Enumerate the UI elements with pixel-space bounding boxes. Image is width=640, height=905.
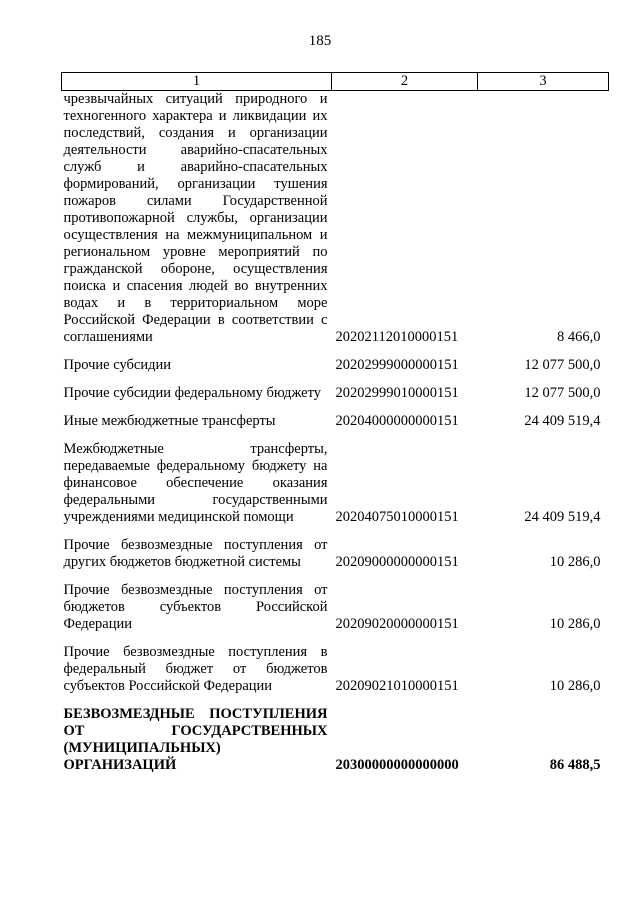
column-header-1: 1 bbox=[62, 73, 332, 91]
row-code: 20209000000000151 bbox=[335, 554, 459, 570]
row-amount: 12 077 500,0 bbox=[524, 385, 601, 401]
row-name: Прочие безвозмездные поступления в федеральный бюджет от бюджетов субъектов Российской Федерации bbox=[63, 644, 328, 694]
row-code: 20209021010000151 bbox=[335, 678, 459, 694]
table-row bbox=[62, 374, 609, 402]
row-amount: 86 488,5 bbox=[549, 757, 601, 773]
budget-revenue-table bbox=[61, 72, 609, 774]
table-row bbox=[62, 430, 609, 526]
table-row-total bbox=[62, 695, 609, 774]
table-header-row bbox=[62, 73, 609, 91]
row-amount: 24 409 519,4 bbox=[524, 509, 601, 525]
row-amount: 10 286,0 bbox=[549, 554, 601, 570]
row-code: 20202112010000151 bbox=[335, 329, 459, 345]
row-name: Прочие безвозмездные поступления от бюджетов субъектов Российской Федерации bbox=[63, 582, 328, 632]
row-code: 20202999010000151 bbox=[335, 385, 459, 401]
row-name: Прочие безвозмездные поступления от других бюджетов бюджетной системы bbox=[63, 537, 328, 570]
row-code: 20202999000000151 bbox=[335, 357, 459, 373]
row-code: 20204000000000151 bbox=[335, 413, 459, 429]
table-row bbox=[62, 402, 609, 430]
page-number: 185 bbox=[308, 33, 332, 49]
row-name: Межбюджетные трансферты, передаваемые федеральному бюджету на финансовое обеспечение оказания федеральными государственными учреждениями медицинской помощи bbox=[63, 441, 328, 525]
row-name: Прочие субсидии bbox=[63, 357, 171, 373]
row-name: Прочие субсидии федеральному бюджету bbox=[63, 385, 322, 401]
row-amount: 24 409 519,4 bbox=[524, 413, 601, 429]
table-row bbox=[62, 91, 609, 347]
row-name: БЕЗВОЗМЕЗДНЫЕ ПОСТУПЛЕНИЯ ОТ ГОСУДАРСТВЕННЫХ (МУНИЦИПАЛЬНЫХ) ОРГАНИЗАЦИЙ bbox=[63, 706, 328, 773]
column-header-3: 3 bbox=[478, 73, 609, 91]
table-row bbox=[62, 571, 609, 633]
table-row bbox=[62, 346, 609, 374]
table-row bbox=[62, 526, 609, 571]
row-amount: 8 466,0 bbox=[557, 329, 601, 345]
row-code: 20209020000000151 bbox=[335, 616, 459, 632]
table-row bbox=[62, 633, 609, 695]
column-header-2: 2 bbox=[332, 73, 478, 91]
row-code: 20204075010000151 bbox=[335, 509, 459, 525]
row-amount: 10 286,0 bbox=[549, 678, 601, 694]
row-name: Иные межбюджетные трансферты bbox=[63, 413, 276, 429]
row-amount: 10 286,0 bbox=[549, 616, 601, 632]
row-name: чрезвычайных ситуаций природного и техногенного характера и ликвидации их последствий, создания и организации деятельности аварийно-спасательных служб и аварийно-спасательных формирований, организации тушения пожаров силами Государственной противопожарной службы, организации осуществления на межмуниципальном и региональном уровне мероприятий по гражданской обороне, осуществления поиска и спасения людей во внутренних водах и в территориальном море Российской Федерации в соответствии с соглашениями bbox=[63, 91, 328, 345]
row-code: 20300000000000000 bbox=[335, 757, 459, 773]
row-amount: 12 077 500,0 bbox=[524, 357, 601, 373]
